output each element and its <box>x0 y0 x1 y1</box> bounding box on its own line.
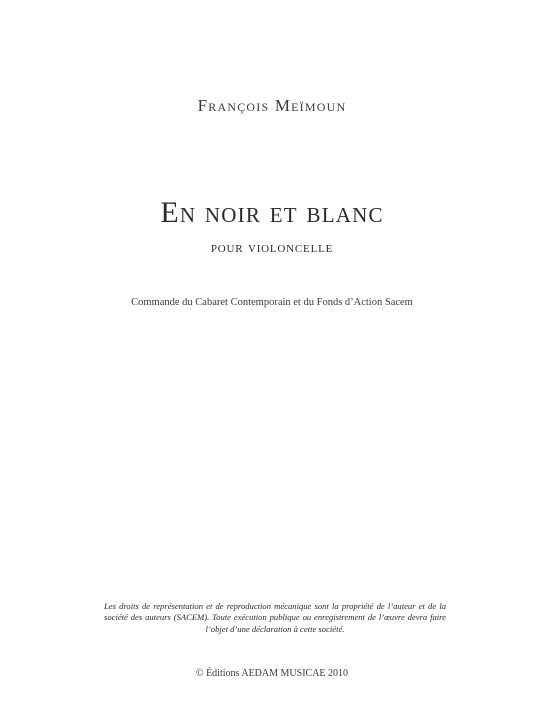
instrumentation-subtitle: pour violoncelle <box>210 240 334 256</box>
composer-name: François Meïmoun <box>197 96 347 115</box>
rights-notice <box>104 601 446 635</box>
work-title: En noir et blanc <box>160 196 384 229</box>
rights-notice-line: l’objet d’une déclaration à cette société. <box>205 623 345 634</box>
copyright-notice: © Éditions AEDAM MUSICAE 2010 <box>195 668 349 679</box>
rights-notice-line: société des auteurs (SACEM). Toute exécution publique ou enregistrement de l’œuvre devra faire <box>104 612 446 623</box>
rights-notice-line: Les droits de représentation et de reproduction mécanique sont la propriété de l’auteur et de la <box>104 601 446 611</box>
commission-note: Commande du Cabaret Contemporain et du Fonds d’Action Sacem <box>131 297 413 308</box>
